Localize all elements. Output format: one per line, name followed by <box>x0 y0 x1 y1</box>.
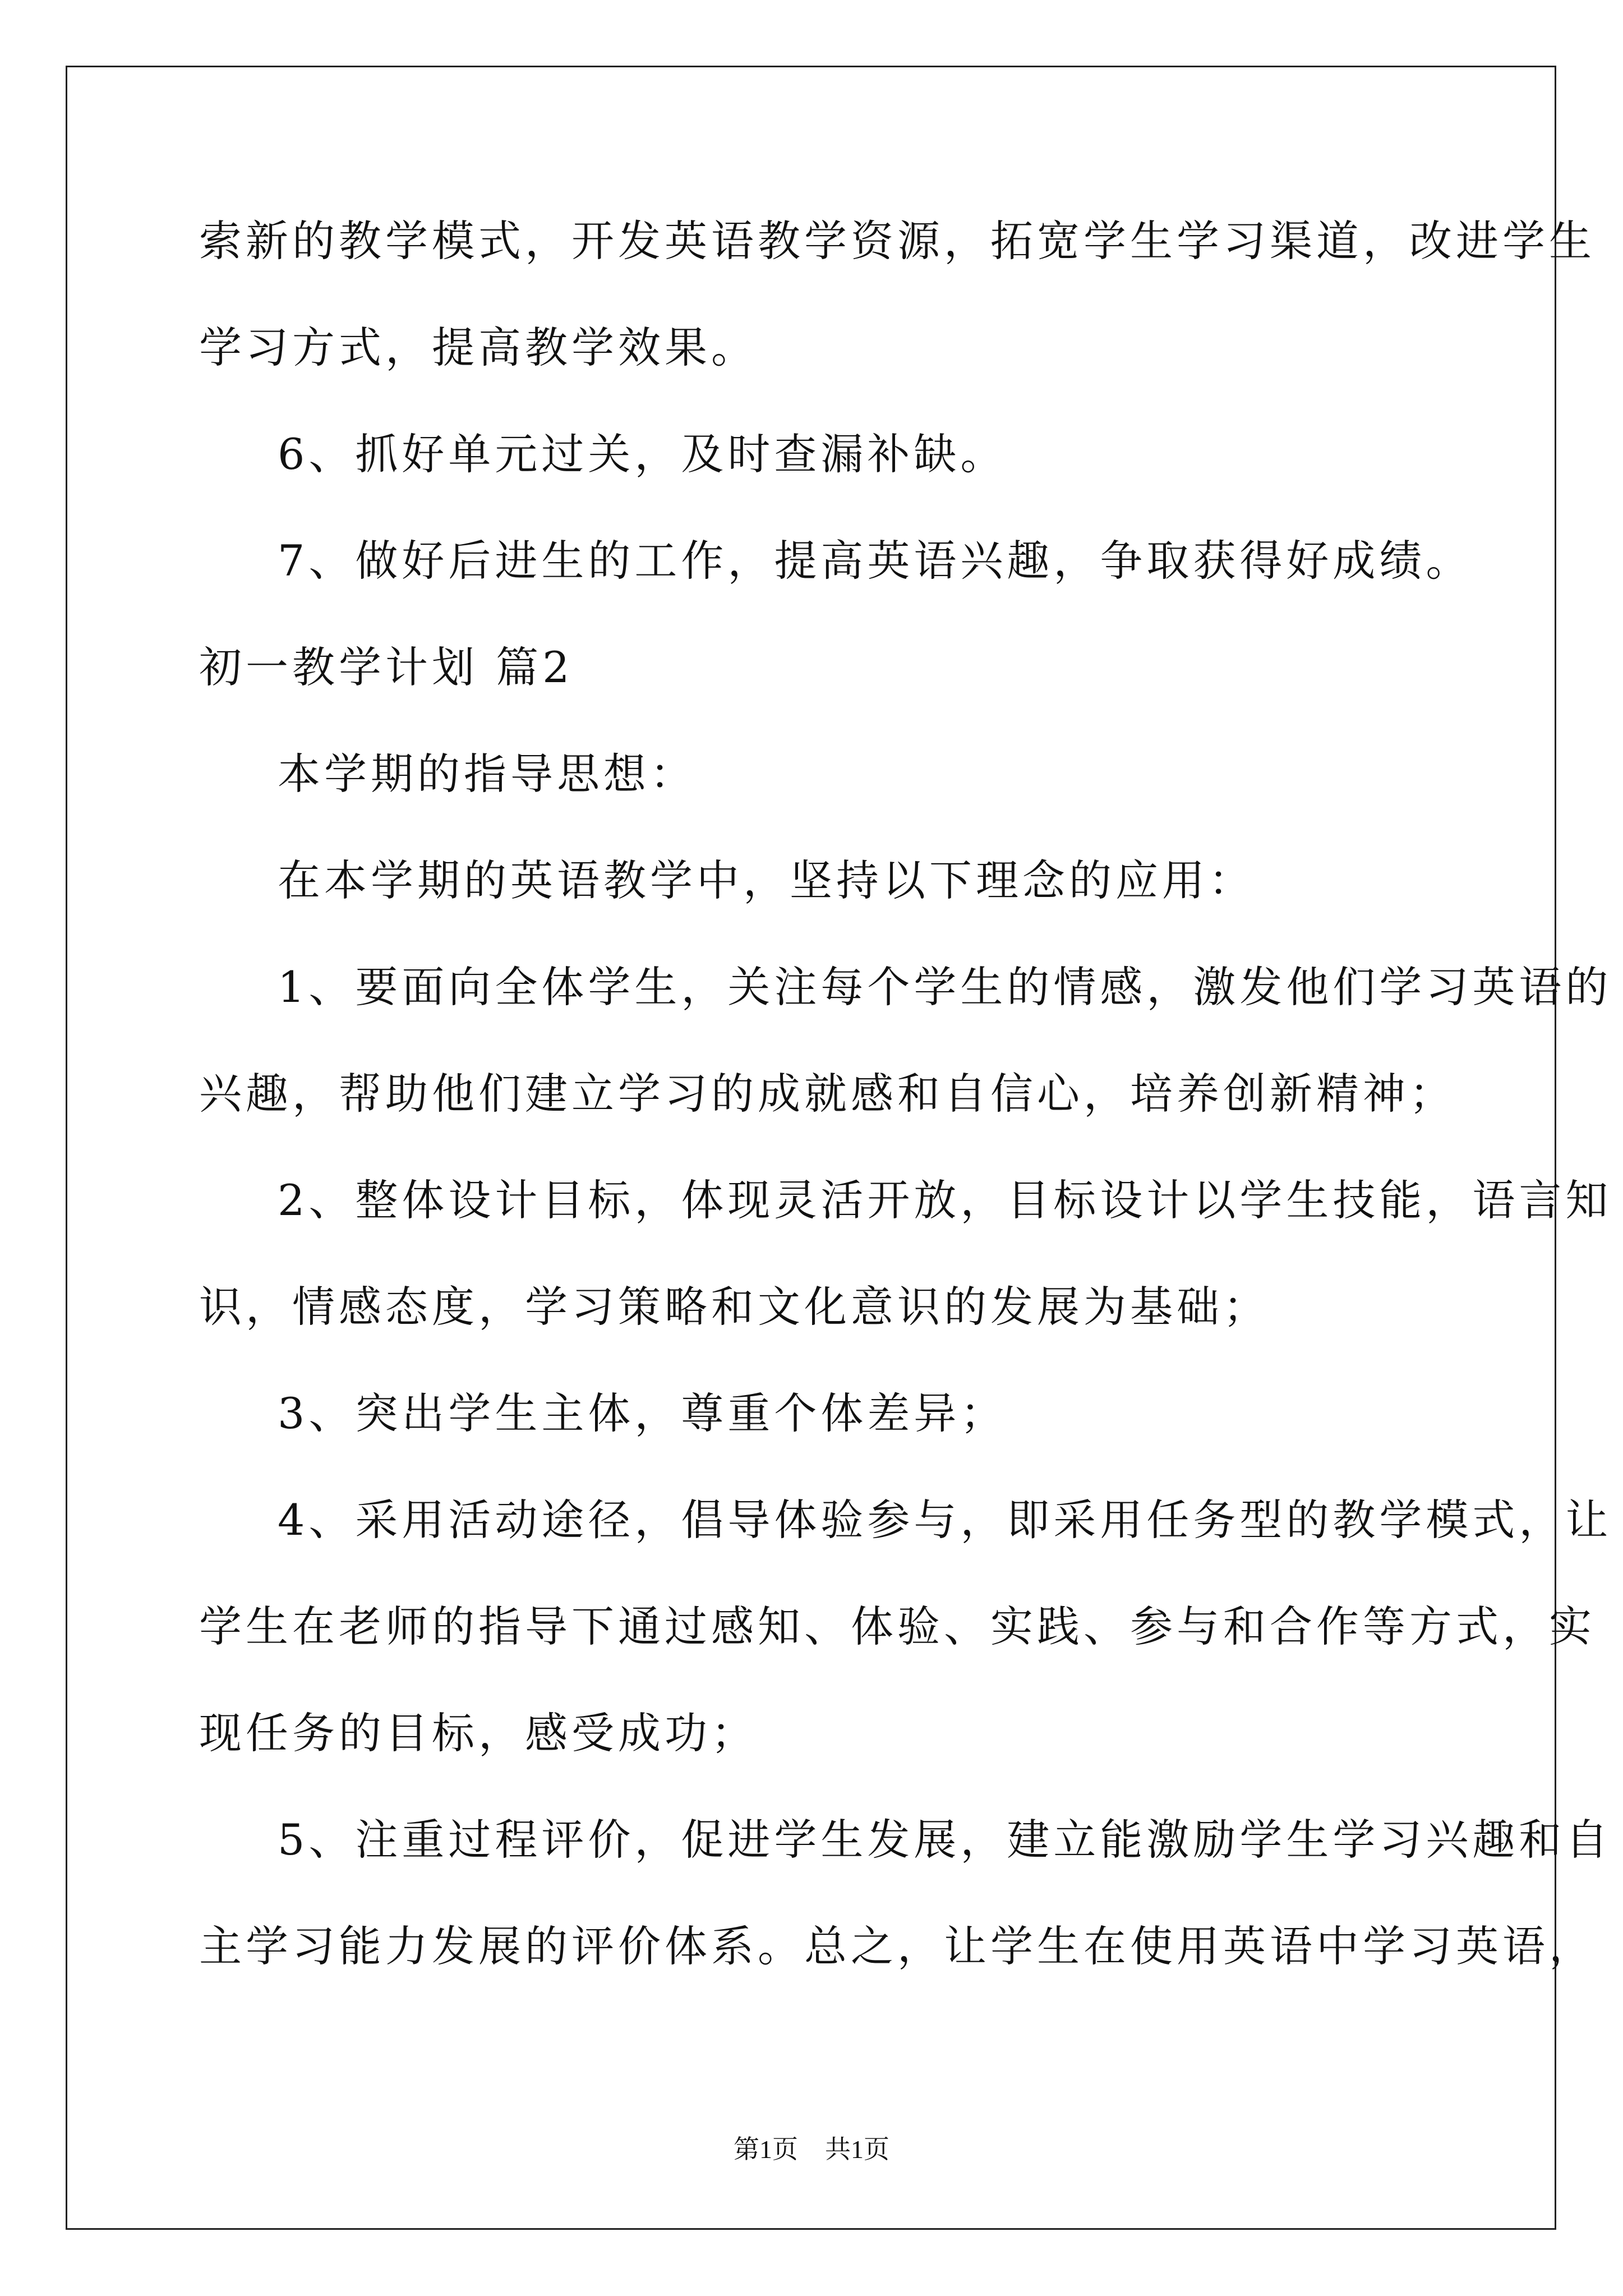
list-item-6: 6、抓好单元过关，及时查漏补缺。 <box>278 429 1007 479</box>
page-number: 第1页 <box>734 2135 798 2164</box>
page-border <box>66 66 1556 2230</box>
text-line-principles: 在本学期的英语教学中，坚持以下理念的应用： <box>278 855 1255 905</box>
page-footer <box>0 2133 1623 2166</box>
list-item-2: 2、整体设计目标，体现灵活开放，目标设计以学生技能，语言知 <box>278 1175 1612 1225</box>
text-line-2: 学习方式，提高教学效果。 <box>199 323 758 372</box>
text-line-1: 索新的教学模式，开发英语教学资源，拓宽学生学习渠道，改进学生 <box>199 216 1596 266</box>
list-item-3: 3、突出学生主体，尊重个体差异； <box>278 1388 1007 1438</box>
section-heading: 初一教学计划 篇2 <box>199 642 574 692</box>
list-item-5-cont: 主学习能力发展的评价体系。总之，让学生在使用英语中学习英语， <box>199 1921 1596 1971</box>
text-line-guiding-idea: 本学期的指导思想： <box>278 749 697 799</box>
page-total: 共1页 <box>825 2135 889 2164</box>
list-item-5: 5、注重过程评价，促进学生发展，建立能激励学生学习兴趣和自 <box>278 1815 1612 1865</box>
list-item-4-cont-1: 学生在老师的指导下通过感知、体验、实践、参与和合作等方式，实 <box>199 1602 1596 1651</box>
list-item-4: 4、采用活动途径，倡导体验参与，即采用任务型的教学模式，让 <box>278 1495 1612 1545</box>
list-item-7: 7、做好后进生的工作，提高英语兴趣，争取获得好成绩。 <box>278 536 1473 586</box>
list-item-4-cont-2: 现任务的目标，感受成功； <box>199 1708 758 1758</box>
list-item-1-cont: 兴趣，帮助他们建立学习的成就感和自信心，培养创新精神； <box>199 1069 1456 1119</box>
list-item-1: 1、要面向全体学生，关注每个学生的情感，激发他们学习英语的 <box>278 962 1612 1012</box>
list-item-2-cont: 识，情感态度，学习策略和文化意识的发展为基础； <box>199 1282 1270 1332</box>
